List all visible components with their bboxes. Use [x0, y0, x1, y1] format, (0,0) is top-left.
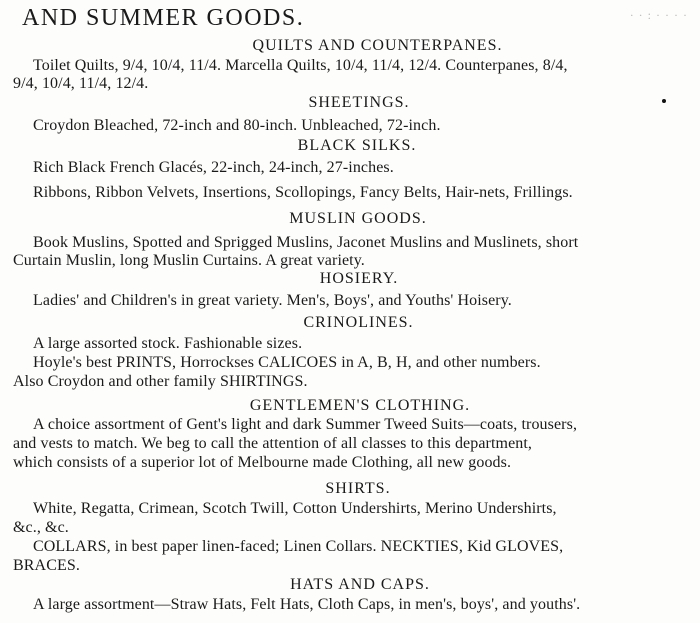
bleed-through-text: · · : · · · ·: [629, 8, 688, 22]
clothing-line-3: which consists of a superior lot of Melbourne made Clothing, all new goods.: [13, 454, 512, 471]
heading-clothing: GENTLEMEN'S CLOTHING.: [249, 397, 471, 414]
heading-quilts: QUILTS AND COUNTERPANES.: [252, 37, 503, 54]
heading-hosiery: HOSIERY.: [319, 270, 399, 287]
heading-muslin: MUSLIN GOODS.: [289, 210, 427, 227]
heading-sheetings: SHEETINGS.: [308, 94, 410, 111]
crinolines-line-3: Also Croydon and other family SHIRTINGS.: [13, 373, 308, 390]
shirts-line-4: BRACES.: [13, 557, 80, 574]
quilts-line-1: Toilet Quilts, 9/4, 10/4, 11/4. Marcella Quilts, 10/4, 11/4, 12/4. Counterpanes, 8/4,: [33, 57, 568, 74]
hats-line-1: A large assortment—Straw Hats, Felt Hats, Cloth Caps, in men's, boys', and youths'.: [33, 596, 581, 613]
shirts-line-2: &c., &c.: [13, 519, 69, 536]
shirts-line-1: White, Regatta, Crimean, Scotch Twill, Cotton Undershirts, Merino Undershirts,: [33, 500, 557, 517]
clothing-line-2: and vests to match. We beg to call the attention of all classes to this department,: [13, 435, 533, 452]
quilts-line-2: 9/4, 10/4, 11/4, 12/4.: [13, 75, 149, 92]
crinolines-line-1: A large assorted stock. Fashionable sizes.: [33, 335, 303, 352]
hosiery-line-1: Ladies' and Children's in great variety. Men's, Boys', and Youths' Hoisery.: [33, 292, 512, 309]
heading-hats: HATS AND CAPS.: [290, 576, 430, 593]
heading-black-silks: BLACK SILKS.: [297, 137, 417, 154]
silks-line-2: Ribbons, Ribbon Velvets, Insertions, Scollopings, Fancy Belts, Hair-nets, Frillings.: [33, 184, 573, 201]
heading-shirts: SHIRTS.: [325, 480, 391, 497]
muslin-line-1: Book Muslins, Spotted and Sprigged Muslins, Jaconet Muslins and Muslinets, short: [33, 234, 579, 251]
muslin-line-2: Curtain Muslin, long Muslin Curtains. A great variety.: [13, 252, 365, 269]
sheetings-line-1: Croydon Bleached, 72-inch and 80-inch. Unbleached, 72-inch.: [33, 117, 441, 134]
crinolines-line-2: Hoyle's best PRINTS, Horrockses CALICOES in A, B, H, and other numbers.: [33, 354, 541, 371]
heading-crinolines: CRINOLINES.: [303, 314, 414, 331]
page-title: AND SUMMER GOODS.: [22, 5, 305, 31]
silks-line-1: Rich Black French Glacés, 22-inch, 24-inch, 27-inches.: [33, 159, 394, 176]
shirts-line-3: COLLARS, in best paper linen-faced; Linen Collars. NECKTIES, Kid GLOVES,: [33, 538, 564, 555]
clothing-line-1: A choice assortment of Gent's light and dark Summer Tweed Suits—coats, trousers,: [33, 416, 578, 433]
